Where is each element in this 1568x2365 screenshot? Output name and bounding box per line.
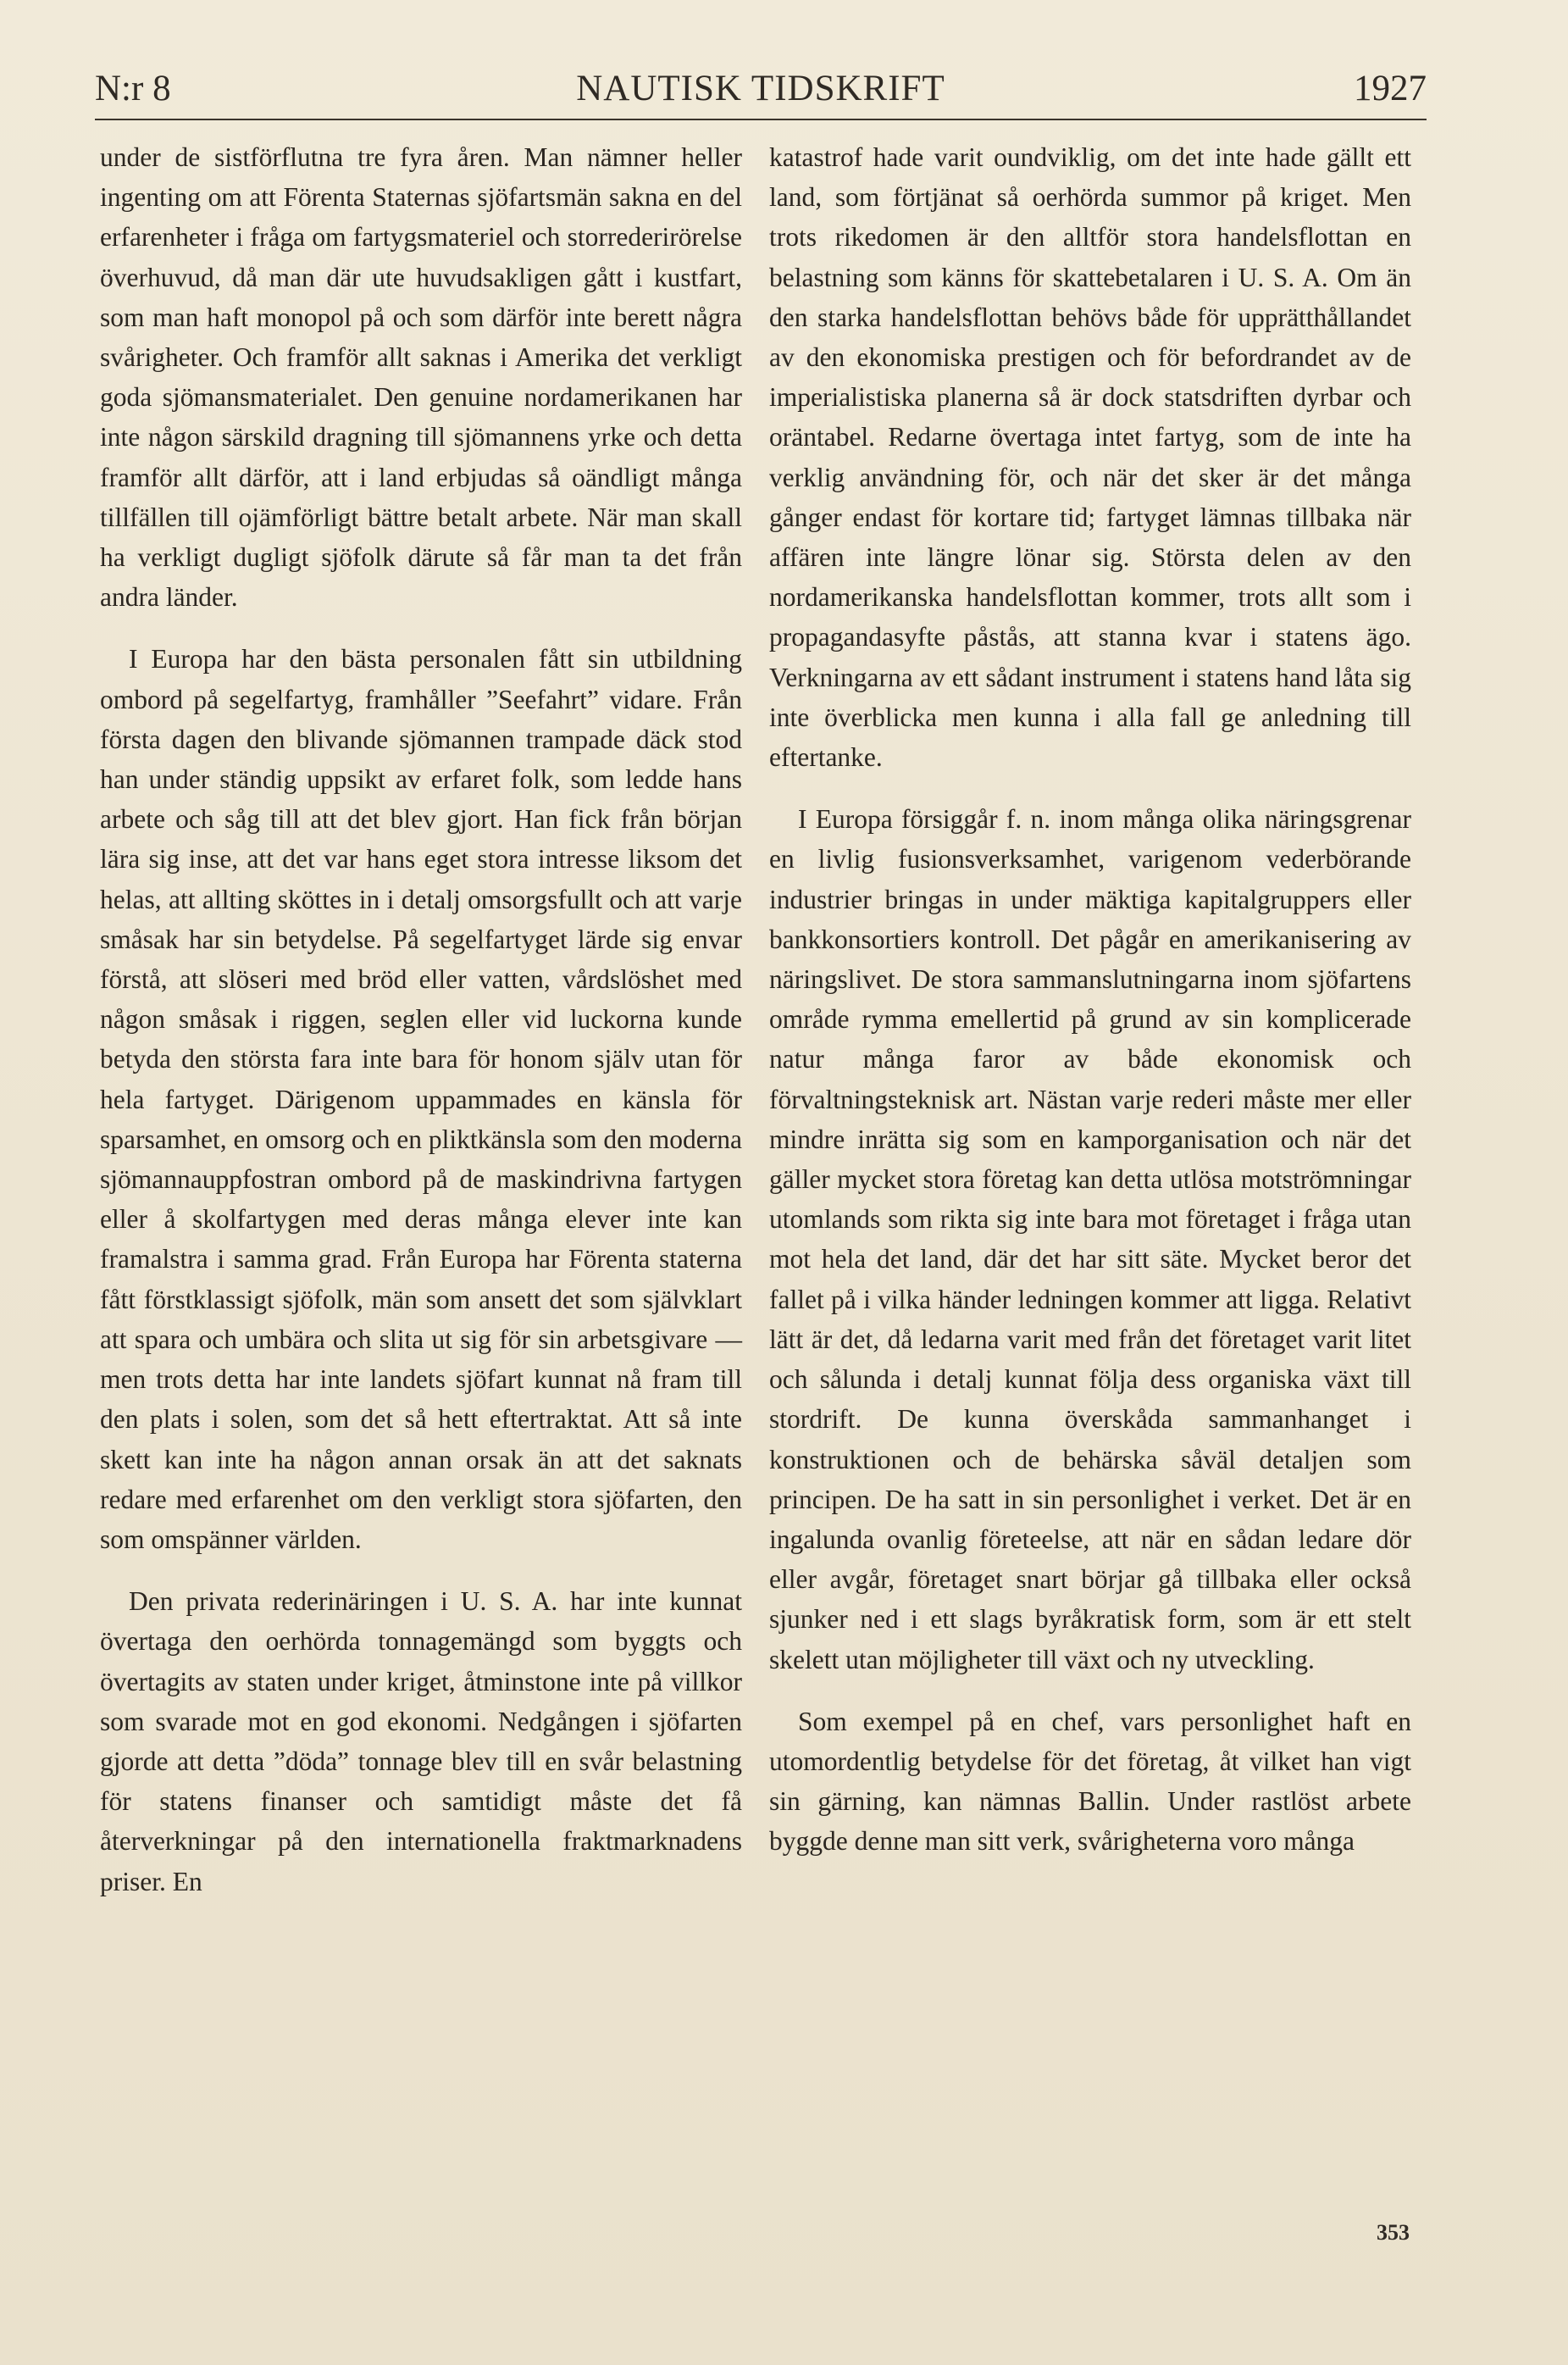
- page-number: 353: [1377, 2220, 1410, 2245]
- paragraph: Som exempel på en chef, vars personlighet haft en utomordentlig betydelse för det företag, åt vilket han vigt sin gärning, kan nämnas Ballin. Under rastlöst arbete byggde denne man sitt verk, svårigheterna voro många: [769, 1706, 1411, 1857]
- header-rule: [95, 119, 1427, 120]
- issue-number: N:r 8: [95, 69, 171, 108]
- right-column: [769, 137, 1411, 1884]
- paragraph: Den privata rederinäringen i U. S. A. har inte kunnat övertaga den oerhörda tonnagemängd som byggts och övertagits av staten under kriget, åtminstone inte på villkor som svarade mot en god ekonomi. Nedgången i sjöfarten gjorde att detta ”döda” tonnage blev till en svår belastning för statens finanser och samtidigt måste det få återverkningar på den internationella fraktmarknadens priser. En: [100, 1586, 742, 1896]
- paragraph: under de sistförflutna tre fyra åren. Man nämner heller ingenting om att Förenta Staternas sjöfartsmän sakna en del erfarenheter i fråga om fartygsmateriel och storrederirörelse överhuvud, då man där ute huvudsakligen gått i kustfart, som man haft monopol på och som därför inte berett några svårigheter. Och framför allt saknas i Amerika det verkligt goda sjömansmaterialet. Den genuine nordamerikanen har inte någon särskild dragning till sjömannens yrke och detta framför allt därför, att i land erbjudas så oändligt många tillfällen till ojämförligt bättre betalt arbete. När man skall ha verkligt dugligt sjöfolk därute så får man ta det från andra länder.: [100, 142, 742, 613]
- journal-title: NAUTISK TIDSKRIFT: [576, 69, 945, 108]
- publication-year: 1927: [1354, 69, 1427, 108]
- paragraph: I Europa försiggår f. n. inom många olika näringsgrenar en livlig fusionsverksamhet, varigenom vederbörande industrier bringas in under mäktiga kapitalgruppers eller bankkonsortiers kontroll. Det pågår en amerikanisering av näringslivet. De stora sammanslutningarna inom sjöfartens område rymma emellertid på grund av sin komplicerade natur många faror av både ekonomisk och förvaltningsteknisk art. Nästan varje rederi måste mer eller mindre inrätta sig som en kamporganisation och när det gäller mycket stora företag kan detta utlösa motströmningar utomlands som rikta sig inte bara mot företaget i fråga utan mot hela det land, där det har sitt säte. Mycket beror det fallet på i vilka händer ledningen kommer att ligga. Relativt lätt är det, då ledarna varit med från det företaget varit litet och sålunda i detalj kunnat följa dess organiska växt till stordrift. De kunna överskåda sammanhanget i konstruktionen och de behärska såväl detaljen som principen. De ha satt in sin personlighet i verket. Det är en ingalunda ovanlig företeelse, att när en sådan ledare dör eller avgår, företaget snart börjar gå tillbaka eller också sjunker ned i ett slags byråkratisk form, som är ett stelt skelett utan möjligheter till växt och ny utveckling.: [769, 804, 1411, 1674]
- running-header: [95, 59, 1427, 120]
- paragraph: katastrof hade varit oundviklig, om det inte hade gällt ett land, som förtjänat så oerhörda summor på kriget. Men trots rikedomen är den alltför stora handelsflottan en belastning som känns för skattebetalaren i U. S. A. Om än den starka handelsflottan behövs både för upprätthållandet av den ekonomiska prestigen och för befordrandet av de imperialistiska planerna så är dock statsdriften dyrbar och oräntabel. Redarne övertaga intet fartyg, som de inte ha verklig användning för, och när det sker är det många gånger endast för kortare tid; fartyget lämnas tillbaka när affären inte längre lönar sig. Största delen av den nordamerikanska handelsflottan kommer, trots allt som i propagandasyfte påstås, att stanna kvar i statens ägo. Verkningarna av ett sådant instrument i statens hand låta sig inte överblicka men kunna i alla fall ge anledning till eftertanke.: [769, 142, 1411, 773]
- left-column: [100, 137, 742, 1924]
- paragraph: I Europa har den bästa personalen fått sin utbildning ombord på segelfartyg, framhåller ”Seefahrt” vidare. Från första dagen den blivande sjömannen trampade däck stod han under ständig uppsikt av erfaret folk, som ledde hans arbete och såg till att det blev gjort. Han fick från början lära sig inse, att det var hans eget stora intresse liksom det helas, att allting sköttes in i detalj omsorgsfullt och att varje småsak har sin betydelse. På segelfartyget lärde sig envar förstå, att slöseri med bröd eller vatten, vårdslöshet med någon småsak i riggen, seglen eller vid luckorna kunde betyda den största fara inte bara för honom själv utan för hela fartyget. Därigenom uppammades en känsla för sparsamhet, en omsorg och en pliktkänsla som den moderna sjömannauppfostran ombord på de maskindrivna fartygen eller å skolfartygen med deras många elever inte kan framalstra i samma grad. Från Europa har Förenta staterna fått förstklassigt sjöfolk, män som ansett det som självklart att spara och umbära och slita ut sig för sin arbetsgivare — men trots detta har inte landets sjöfart kunnat nå fram till den plats i solen, som det så hett eftertraktat. Att så inte skett kan inte ha någon annan orsak än att det saknats redare med erfarenhet om den verkligt stora sjöfarten, den som omspänner världen.: [100, 644, 742, 1554]
